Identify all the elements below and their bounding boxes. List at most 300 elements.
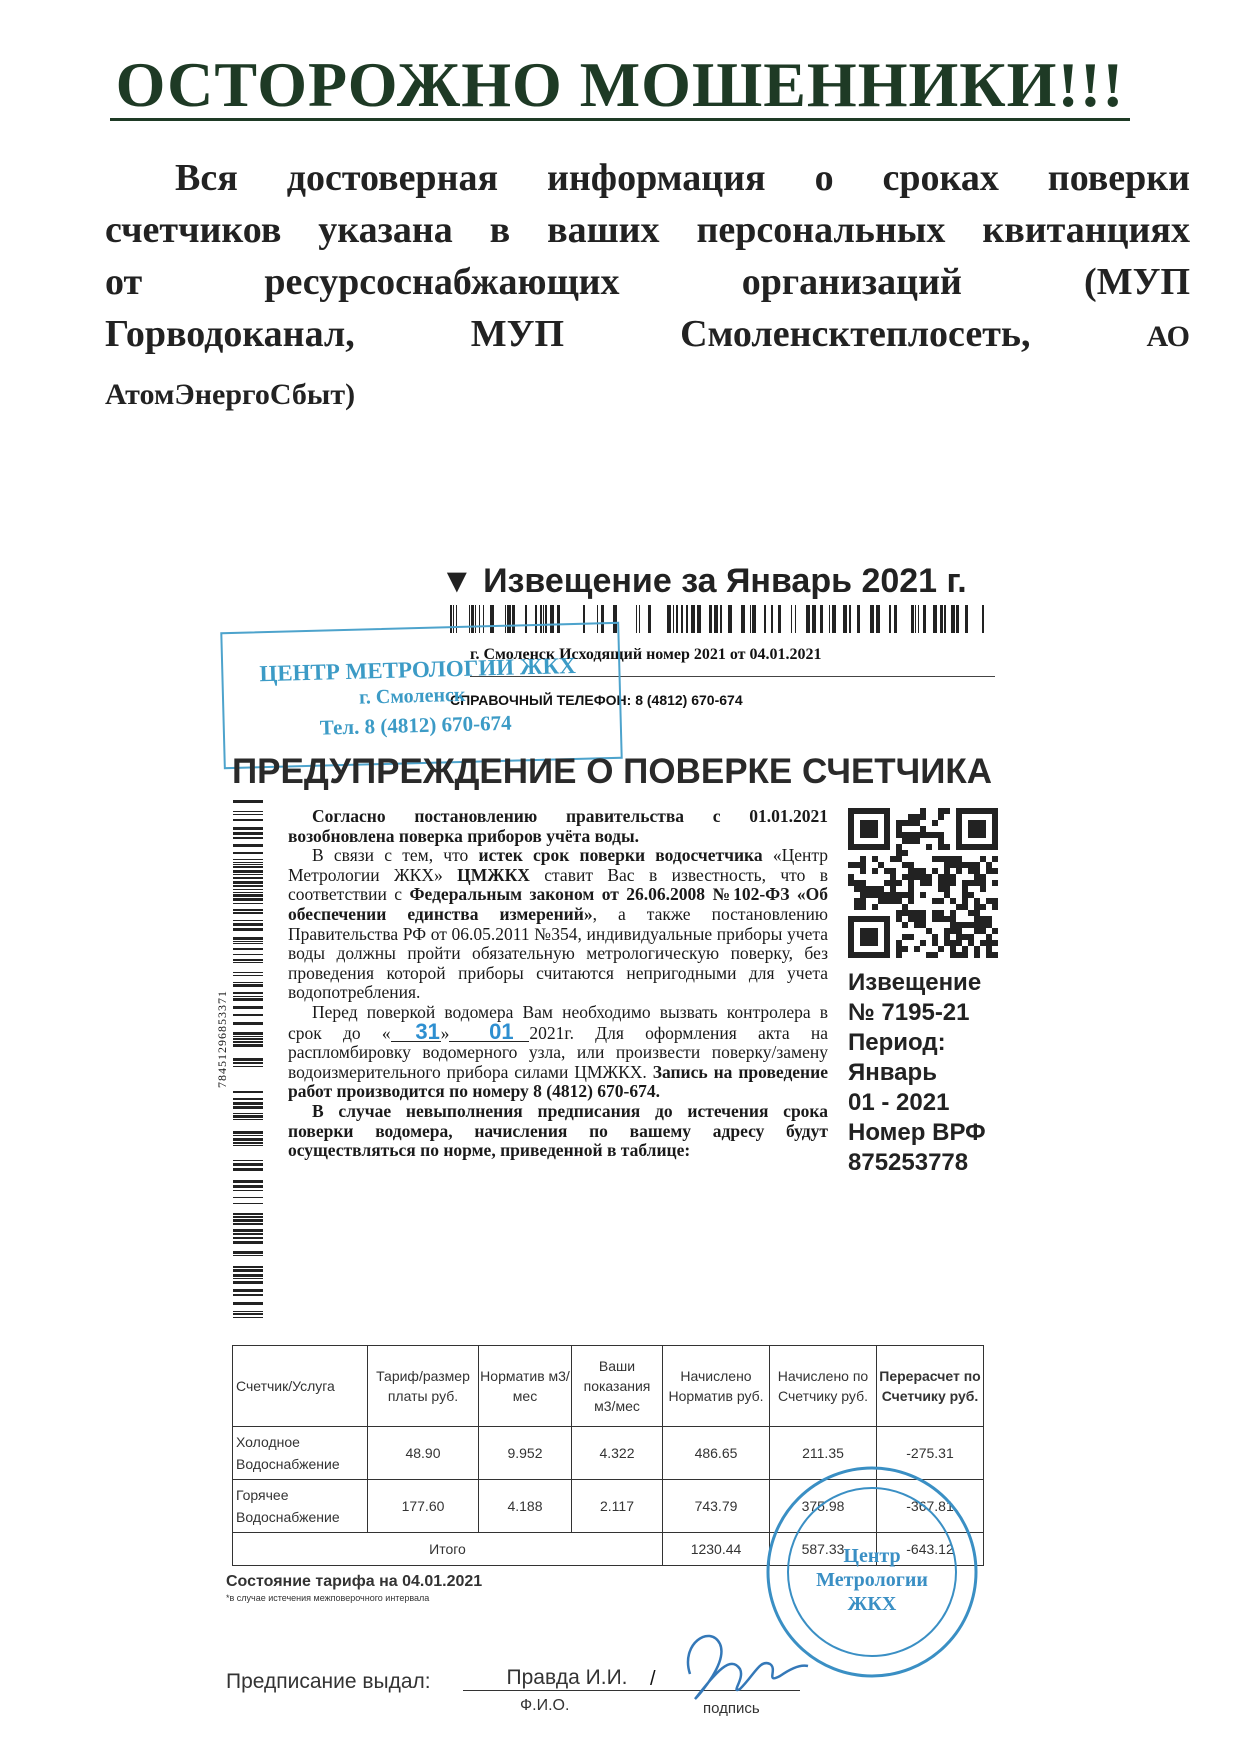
qr-module <box>896 832 902 838</box>
barcode-bar <box>233 1098 263 1100</box>
barcode-bar <box>233 1311 263 1312</box>
qr-module <box>950 940 956 946</box>
qr-module <box>920 910 926 916</box>
cell-charged-norm: 486.65 <box>663 1427 770 1480</box>
qr-finder <box>968 820 986 838</box>
qr-module <box>872 856 878 862</box>
barcode-bar <box>915 605 916 633</box>
qr-module <box>944 808 950 814</box>
barcode-bar <box>233 877 263 879</box>
barcode-bar <box>876 605 880 633</box>
barcode-bar <box>233 1066 263 1067</box>
qr-module <box>902 862 908 868</box>
cell-readings: 4.322 <box>572 1427 663 1480</box>
qr-module <box>956 940 962 946</box>
qr-module <box>878 898 884 904</box>
fio-caption: Ф.И.О. <box>520 1697 570 1714</box>
qr-module <box>938 832 944 838</box>
qr-module <box>938 838 944 844</box>
qr-module <box>944 886 950 892</box>
barcode-bar <box>829 605 830 633</box>
barcode-bar <box>771 605 773 633</box>
qr-module <box>992 940 998 946</box>
total-charged-norm: 1230.44 <box>663 1533 770 1566</box>
cell-service: Холодное Водоснабжение <box>233 1427 368 1480</box>
qr-module <box>974 952 980 958</box>
qr-module <box>908 898 914 904</box>
qr-module <box>932 952 938 958</box>
qr-module <box>968 940 974 946</box>
qr-module <box>956 868 962 874</box>
barcode-bar <box>857 605 860 633</box>
qr-module <box>968 868 974 874</box>
barcode-bar <box>636 605 637 633</box>
barcode-bar <box>843 605 847 633</box>
barcode-bar <box>233 982 263 983</box>
barcode-bar <box>728 605 732 633</box>
qr-module <box>926 874 932 880</box>
barcode-bar <box>233 1317 263 1318</box>
qr-module <box>938 856 944 862</box>
qr-module <box>896 910 902 916</box>
barcode-bar <box>709 605 712 633</box>
notice-details <box>848 968 986 1178</box>
barcode-bar <box>889 605 891 633</box>
qr-module <box>938 910 944 916</box>
qr-module <box>896 892 902 898</box>
barcode-bar <box>714 605 718 633</box>
barcode-bar <box>812 605 816 633</box>
details-label: Извещение <box>848 969 982 996</box>
qr-module <box>962 880 968 886</box>
qr-module <box>896 940 902 946</box>
barcode-bar <box>778 605 781 633</box>
qr-module <box>986 868 992 874</box>
signature-stroke <box>688 1636 808 1699</box>
barcode-bar <box>233 992 263 994</box>
barcode-bar <box>233 874 263 875</box>
qr-module <box>914 814 920 820</box>
qr-module <box>944 916 950 922</box>
qr-module <box>980 916 986 922</box>
deadline-month: 01 <box>449 1023 529 1042</box>
qr-module <box>956 934 962 940</box>
barcode-bar <box>752 605 756 633</box>
barcode-bar <box>233 1213 263 1215</box>
qr-module <box>980 880 986 886</box>
barcode-bar <box>233 941 263 942</box>
warning-line-5: АтомЭнергоСбыт) <box>105 378 356 411</box>
qr-module <box>932 832 938 838</box>
barcode-bar <box>233 996 263 997</box>
qr-module <box>884 880 890 886</box>
qr-module <box>944 868 950 874</box>
notice-header: ▼ Извещение за Январь 2021 г. <box>440 562 967 600</box>
qr-module <box>938 898 944 904</box>
qr-module <box>914 946 920 952</box>
qr-module <box>956 928 962 934</box>
total-label: Итого <box>233 1533 663 1566</box>
qr-module <box>944 862 950 868</box>
issued-by-label: Предписание выдал: <box>226 1670 431 1693</box>
paragraph-4: В случае невыполнения предписания до истечения срока поверки водомера, начисления по вашему адресу будут осуществляться по норме, приведенной в таблице: <box>288 1100 828 1161</box>
cell-charged-meter: 375.98 <box>770 1480 877 1533</box>
qr-module <box>938 874 944 880</box>
barcode-bar <box>951 605 955 633</box>
qr-code <box>848 808 998 958</box>
qr-module <box>938 808 944 814</box>
qr-module <box>944 874 950 880</box>
notice-body <box>288 807 828 1161</box>
qr-module <box>902 832 908 838</box>
qr-module <box>938 916 944 922</box>
qr-finder <box>860 928 878 946</box>
qr-module <box>908 874 914 880</box>
qr-module <box>962 886 968 892</box>
qr-module <box>896 844 902 850</box>
qr-module <box>950 916 956 922</box>
qr-module <box>884 898 890 904</box>
qr-module <box>908 814 914 820</box>
barcode-bar <box>233 912 263 914</box>
tariff-footnote: *в случае истечения межповерочного интервала <box>226 1593 430 1603</box>
barcode-bar <box>233 819 263 821</box>
barcode-bar <box>233 1138 263 1141</box>
qr-module <box>914 874 920 880</box>
col-recalc: Перерасчет по Счетчику руб. <box>877 1346 984 1427</box>
barcode-bar <box>982 605 984 633</box>
qr-module <box>980 922 986 928</box>
qr-module <box>992 898 998 904</box>
qr-module <box>968 862 974 868</box>
barcode-bar <box>233 1313 263 1315</box>
qr-module <box>908 862 914 868</box>
barcode-bar <box>233 898 263 901</box>
qr-module <box>920 868 926 874</box>
barcode-bar <box>233 1113 263 1114</box>
qr-module <box>950 862 956 868</box>
barcode-bar <box>233 937 263 940</box>
barcode-bar <box>741 605 745 633</box>
qr-module <box>968 934 974 940</box>
qr-module <box>902 838 908 844</box>
qr-module <box>914 832 920 838</box>
qr-module <box>932 910 938 916</box>
barcode-bar <box>648 605 651 633</box>
barcode-bar <box>849 605 851 633</box>
qr-module <box>896 916 902 922</box>
barcode-bar <box>233 920 263 921</box>
vrf-label: Номер ВРФ <box>848 1119 986 1146</box>
qr-module <box>932 934 938 940</box>
qr-module <box>908 916 914 922</box>
qr-module <box>974 910 980 916</box>
qr-module <box>860 868 866 874</box>
barcode-bar <box>870 605 874 633</box>
qr-module <box>908 892 914 898</box>
qr-module <box>908 934 914 940</box>
barcode-bar <box>233 1281 263 1284</box>
barcode-bar <box>233 1142 263 1144</box>
barcode-bar <box>965 605 968 633</box>
barcode-bar <box>639 605 640 633</box>
barcode-bar <box>233 852 263 854</box>
barcode-bar <box>233 814 263 815</box>
barcode-bar <box>681 605 683 633</box>
barcode-bar <box>233 1255 263 1256</box>
qr-module <box>902 904 908 910</box>
qr-module <box>926 928 932 934</box>
qr-module <box>854 904 860 910</box>
barcode-bar <box>233 962 263 963</box>
barcode-bar <box>233 1006 263 1009</box>
separator-slash: / <box>650 1668 656 1690</box>
cell-recalc: -275.31 <box>877 1427 984 1480</box>
barcode-bar <box>233 1185 263 1188</box>
qr-module <box>902 910 908 916</box>
qr-module <box>890 874 896 880</box>
col-norm: Норматив м3/мес <box>479 1346 572 1427</box>
barcode-bar <box>233 1237 263 1239</box>
qr-module <box>902 892 908 898</box>
barcode-bar <box>233 1219 263 1222</box>
barcode-bar <box>233 1102 263 1105</box>
qr-module <box>920 826 926 832</box>
barcode-bar <box>673 605 674 633</box>
qr-module <box>932 898 938 904</box>
qr-module <box>992 928 998 934</box>
barcode-bar <box>933 605 937 633</box>
barcode-bar <box>233 837 263 839</box>
qr-module <box>908 886 914 892</box>
barcode-bar <box>233 832 263 835</box>
barcode-bar <box>691 605 695 633</box>
qr-module <box>962 946 968 952</box>
qr-module <box>974 880 980 886</box>
qr-module <box>956 952 962 958</box>
qr-module <box>914 820 920 826</box>
warning-line-4: Горводоканал, МУП Смоленсктеплосеть, АО <box>105 313 1191 355</box>
total-charged-meter: 587.33 <box>770 1533 877 1566</box>
qr-module <box>896 946 902 952</box>
qr-module <box>896 898 902 904</box>
qr-module <box>926 844 932 850</box>
barcode-bar <box>233 943 263 944</box>
qr-module <box>890 880 896 886</box>
qr-module <box>938 946 944 952</box>
signature-caption: подпись <box>703 1700 760 1717</box>
barcode-bar <box>940 605 943 633</box>
qr-module <box>992 904 998 910</box>
qr-module <box>932 916 938 922</box>
qr-module <box>926 832 932 838</box>
qr-module <box>920 892 926 898</box>
period-label: Период: <box>848 1029 946 1056</box>
barcode-bar <box>233 1190 263 1191</box>
barcode-bar <box>233 1041 263 1043</box>
barcode-bar <box>233 859 263 860</box>
qr-module <box>980 874 986 880</box>
qr-module <box>938 844 944 850</box>
barcode-bar <box>686 605 688 633</box>
qr-module <box>944 892 950 898</box>
stamp-text-2: Метрологии <box>816 1569 928 1591</box>
barcode-bar <box>233 1266 263 1268</box>
qr-module <box>872 904 878 910</box>
barcode-bar <box>233 1145 263 1146</box>
barcode-bar <box>233 1216 263 1218</box>
barcode-bar <box>676 605 678 633</box>
barcode-bar <box>233 894 263 897</box>
barcode-bar <box>233 1229 263 1232</box>
side-barcode <box>233 800 263 1320</box>
barcode-bar <box>233 1163 263 1166</box>
qr-module <box>950 922 956 928</box>
qr-module <box>890 886 896 892</box>
qr-module <box>974 946 980 952</box>
barcode-bar <box>233 954 263 955</box>
paragraph-1: Согласно постановлению правительства с 01.01.2021 возобновлена поверка приборов учёта воды. <box>288 806 828 846</box>
qr-module <box>896 856 902 862</box>
qr-module <box>896 952 902 958</box>
qr-module <box>974 898 980 904</box>
barcode-bar <box>820 605 823 633</box>
period-value: 01 - 2021 <box>848 1089 950 1116</box>
qr-module <box>962 922 968 928</box>
barcode-bar <box>233 1278 263 1279</box>
stamp-line-2: г. Смоленск <box>358 683 466 709</box>
barcode-bar <box>233 1294 263 1296</box>
barcode-bar <box>233 1160 263 1161</box>
side-barcode-number: 78451296853371 <box>215 990 229 1088</box>
qr-module <box>962 952 968 958</box>
qr-module <box>914 838 920 844</box>
barcode-bar <box>233 1115 263 1118</box>
warning-line-2: счетчиков указана в ваших персональных квитанциях <box>105 209 1190 251</box>
qr-module <box>860 880 866 886</box>
cell-charged-meter: 211.35 <box>770 1427 877 1480</box>
outgoing-number: г. Смоленск Исходящий номер 2021 от 04.01.2021 <box>470 646 822 663</box>
barcode-bar <box>233 1302 263 1305</box>
qr-module <box>974 874 980 880</box>
warning-line-1: Вся достоверная информация о сроках поверки <box>175 157 1191 199</box>
qr-module <box>992 880 998 886</box>
barcode-bar <box>764 605 766 633</box>
qr-module <box>944 934 950 940</box>
qr-module <box>986 952 992 958</box>
qr-module <box>902 946 908 952</box>
table-header-row <box>233 1346 984 1427</box>
barcode-bar <box>233 923 263 926</box>
qr-module <box>968 922 974 928</box>
barcode-bar <box>956 605 959 633</box>
qr-module <box>914 868 920 874</box>
barcode-bar <box>233 1251 263 1254</box>
barcode-bar <box>233 889 263 890</box>
qr-module <box>908 832 914 838</box>
qr-module <box>980 856 986 862</box>
qr-module <box>914 910 920 916</box>
barcode-bar <box>233 1038 263 1040</box>
qr-module <box>890 868 896 874</box>
barcode-bar <box>233 1091 263 1093</box>
qr-module <box>980 928 986 934</box>
barcode-bar <box>795 605 796 633</box>
qr-module <box>902 934 908 940</box>
barcode-bar <box>233 881 263 884</box>
qr-module <box>896 826 902 832</box>
qr-module <box>854 862 860 868</box>
qr-module <box>902 922 908 928</box>
details-number: № 7195-21 <box>848 999 970 1026</box>
qr-module <box>950 952 956 958</box>
qr-module <box>896 880 902 886</box>
barcode-bar <box>233 811 263 812</box>
qr-module <box>950 874 956 880</box>
barcode-bar <box>233 1203 263 1204</box>
barcode-bar <box>233 1131 263 1134</box>
qr-module <box>914 916 920 922</box>
qr-module <box>920 808 926 814</box>
deadline-day: 31 <box>391 1023 441 1042</box>
qr-module <box>920 874 926 880</box>
qr-module <box>974 928 980 934</box>
tariff-status: Состояние тарифа на 04.01.2021 <box>226 1573 483 1590</box>
qr-module <box>860 886 866 892</box>
qr-module <box>932 940 938 946</box>
qr-module <box>902 820 908 826</box>
barcode-bar <box>233 1022 263 1025</box>
warning-title: ОСТОРОЖНО МОШЕННИКИ!!! <box>0 48 1240 122</box>
qr-module <box>878 886 884 892</box>
qr-module <box>974 922 980 928</box>
barcode-bar <box>233 1274 263 1277</box>
barcode-bar <box>233 1241 263 1244</box>
barcode-bar <box>697 605 701 633</box>
qr-module <box>926 952 932 958</box>
qr-module <box>872 886 878 892</box>
stamp-text-1: Центр <box>843 1545 901 1567</box>
qr-module <box>920 916 926 922</box>
barcode-bar <box>791 605 792 633</box>
barcode-bar <box>233 862 263 863</box>
cell-service: Горячее Водоснабжение <box>233 1480 368 1533</box>
qr-module <box>848 880 854 886</box>
qr-module <box>986 898 992 904</box>
qr-module <box>980 940 986 946</box>
col-charged-norm: Начислено Норматив руб. <box>663 1346 770 1427</box>
barcode-bar <box>894 605 897 633</box>
period-month: Январь <box>848 1059 937 1086</box>
qr-module <box>878 862 884 868</box>
barcode-bar <box>233 800 263 803</box>
barcode-bar <box>918 605 919 633</box>
col-readings: Ваши показания м3/мес <box>572 1346 663 1427</box>
verification-warning-heading: ПРЕДУПРЕЖДЕНИЕ О ПОВЕРКЕ СЧЕТЧИКА <box>232 752 993 791</box>
cell-norm: 4.188 <box>479 1480 572 1533</box>
total-recalc: -643.12 <box>877 1533 984 1566</box>
cell-readings: 2.117 <box>572 1480 663 1533</box>
barcode-bar <box>233 1032 263 1035</box>
col-tariff: Тариф/размер платы руб. <box>368 1346 479 1427</box>
qr-module <box>944 880 950 886</box>
barcode-bar <box>233 909 263 911</box>
barcode-bar <box>233 1058 263 1061</box>
reference-phone: СПРАВОЧНЫЙ ТЕЛЕФОН: 8 (4812) 670-674 <box>450 692 743 708</box>
barcode-bar <box>233 1168 263 1171</box>
qr-module <box>938 814 944 820</box>
paragraph-3: Перед поверкой водомера Вам необходимо вызвать контролера в срок до « 31» 01 2021г. Для оформления акта на распломбировку водомерного узла, или произвести поверку/замену водоизмерительного прибора силами ЦМЖКХ. Запись на проведение работ производится по номеру 8 (4812) 670-674. <box>288 1001 828 1102</box>
